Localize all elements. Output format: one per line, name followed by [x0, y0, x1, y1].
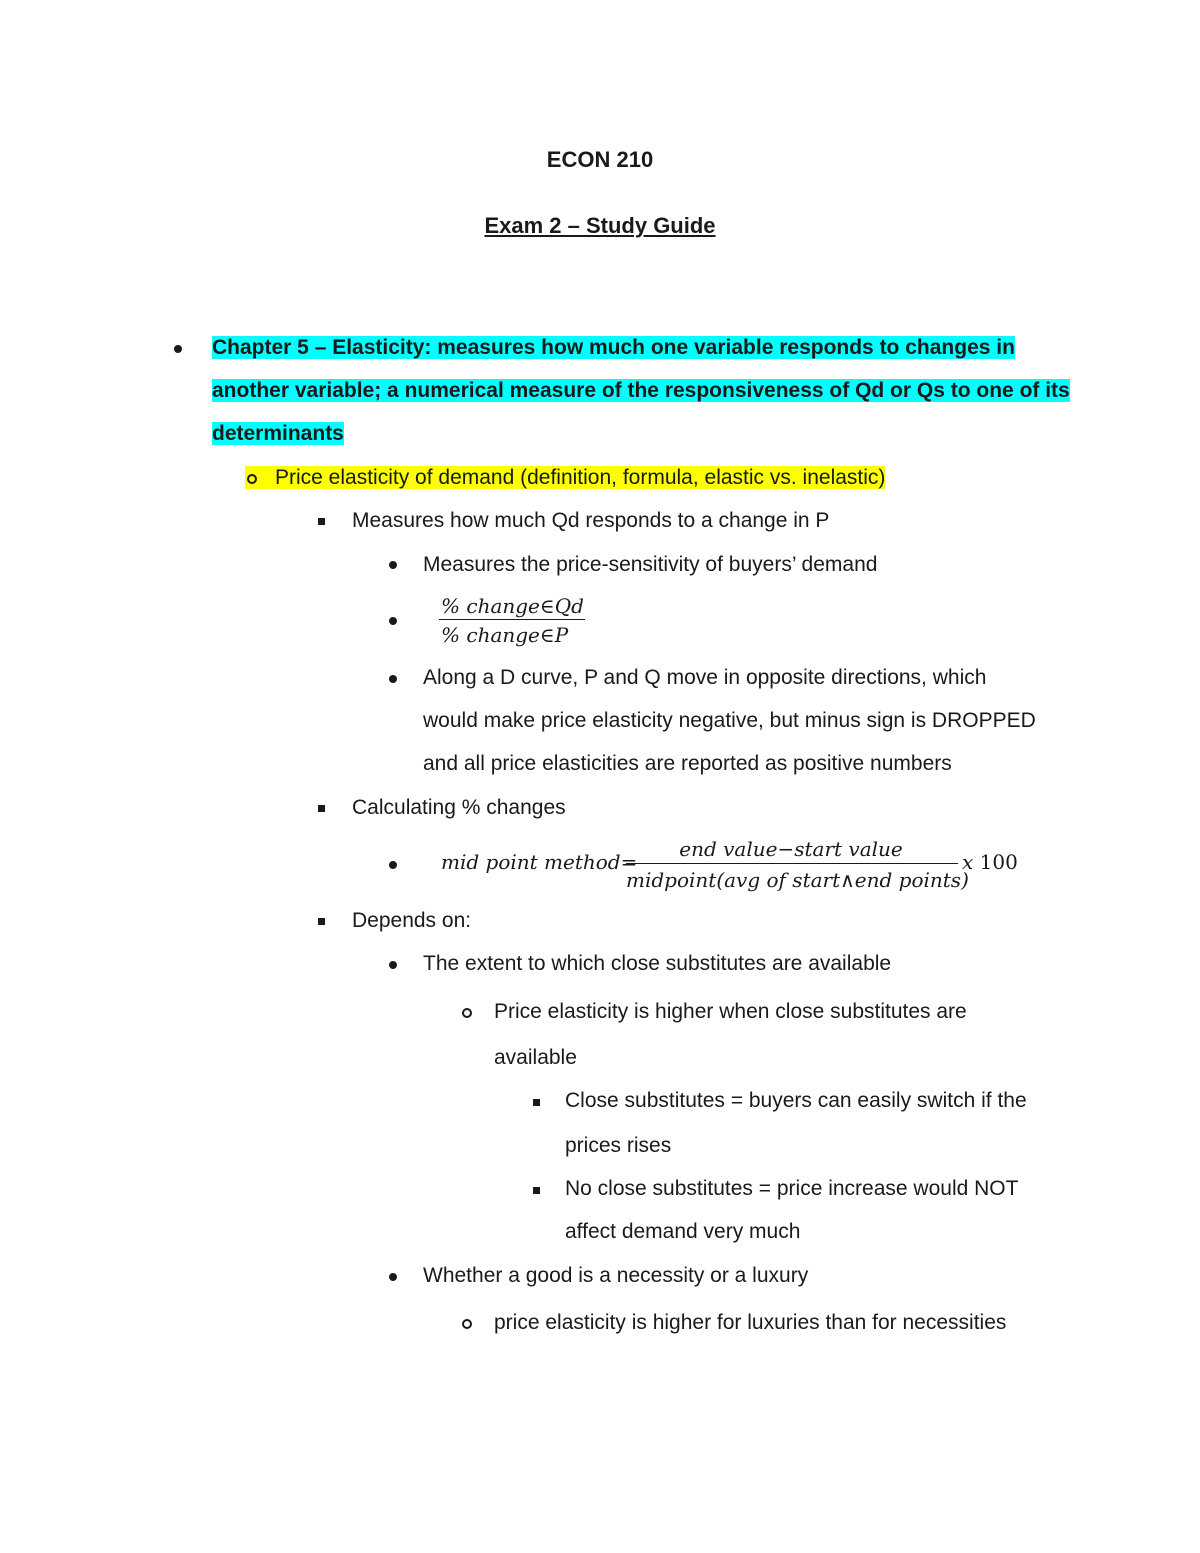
- chapter-definition-3: determinants: [212, 422, 344, 445]
- calc-heading: Calculating % changes: [352, 796, 566, 819]
- formula-numerator: % change∈Qd: [441, 594, 584, 618]
- along-line-1: Along a D curve, P and Q move in opposite directions, which: [423, 666, 987, 689]
- midpoint-multiplier: x 100: [962, 850, 1018, 874]
- bullet-dot-icon: [174, 340, 182, 356]
- chapter-definition-line: [212, 421, 344, 447]
- close-subs-1: Close substitutes = buyers can easily switch if the: [565, 1089, 1027, 1112]
- bullet-dot-icon: [389, 956, 397, 972]
- luxury-item: price elasticity is higher for luxuries than for necessities: [494, 1311, 1007, 1334]
- midpoint-numerator: end value−start value: [679, 837, 903, 861]
- fraction-bar: [626, 863, 958, 864]
- square-bullet-icon: [318, 799, 325, 815]
- square-bullet-icon: [533, 1181, 540, 1197]
- ped-heading-row: [245, 465, 885, 491]
- along-line-3: and all price elasticities are reported as positive numbers: [423, 752, 952, 775]
- chapter-definition-2: another variable; a numerical measure of the responsiveness of Qd or Qs to one of its: [212, 379, 1070, 402]
- no-close-subs-2: affect demand very much: [565, 1220, 801, 1243]
- square-bullet-icon: [533, 1093, 540, 1109]
- ring-bullet-icon: [462, 1005, 472, 1021]
- page-subtitle: Exam 2 – Study Guide: [484, 213, 716, 238]
- chapter-definition-1: measures how much one variable responds to changes in: [431, 336, 1015, 359]
- bullet-dot-icon: [389, 856, 397, 872]
- ped-heading: Price elasticity of demand (definition, formula, elastic vs. inelastic): [263, 466, 885, 489]
- bullet-dot-icon: [389, 1268, 397, 1284]
- necessity-item: Whether a good is a necessity or a luxury: [423, 1264, 809, 1287]
- bullet-dot-icon: [389, 612, 397, 628]
- bullet-dot-icon: [389, 670, 397, 686]
- chapter-heading: [212, 335, 1015, 361]
- chapter-label: Chapter 5 – Elasticity:: [212, 336, 432, 359]
- midpoint-lhs: mid point method=: [441, 850, 638, 874]
- along-line-2: would make price elasticity negative, but minus sign is DROPPED: [423, 709, 1036, 732]
- square-bullet-icon: [318, 512, 325, 528]
- ped-measures: Measures how much Qd responds to a change in P: [352, 509, 830, 532]
- fraction-bar: [439, 619, 585, 620]
- formula-denominator: % change∈P: [441, 623, 569, 647]
- midpoint-denominator: midpoint(avg of start∧end points): [626, 868, 969, 892]
- ring-bullet-icon: [245, 466, 263, 489]
- bullet-dot-icon: [389, 556, 397, 572]
- close-subs-2: prices rises: [565, 1134, 672, 1157]
- subs-item: The extent to which close substitutes are available: [423, 952, 892, 975]
- subs-higher-1: Price elasticity is higher when close substitutes are: [494, 1000, 967, 1023]
- depends-heading: Depends on:: [352, 909, 472, 932]
- no-close-subs-1: No close substitutes = price increase would NOT: [565, 1177, 1019, 1200]
- midpoint-hundred: 100: [979, 850, 1018, 874]
- course-title: ECON 210: [546, 147, 654, 172]
- square-bullet-icon: [318, 912, 325, 928]
- subs-higher-2: available: [494, 1046, 577, 1069]
- chapter-definition-line: [212, 378, 1070, 404]
- ring-bullet-icon: [462, 1316, 472, 1332]
- ped-sensitivity: Measures the price-sensitivity of buyers’ demand: [423, 553, 878, 576]
